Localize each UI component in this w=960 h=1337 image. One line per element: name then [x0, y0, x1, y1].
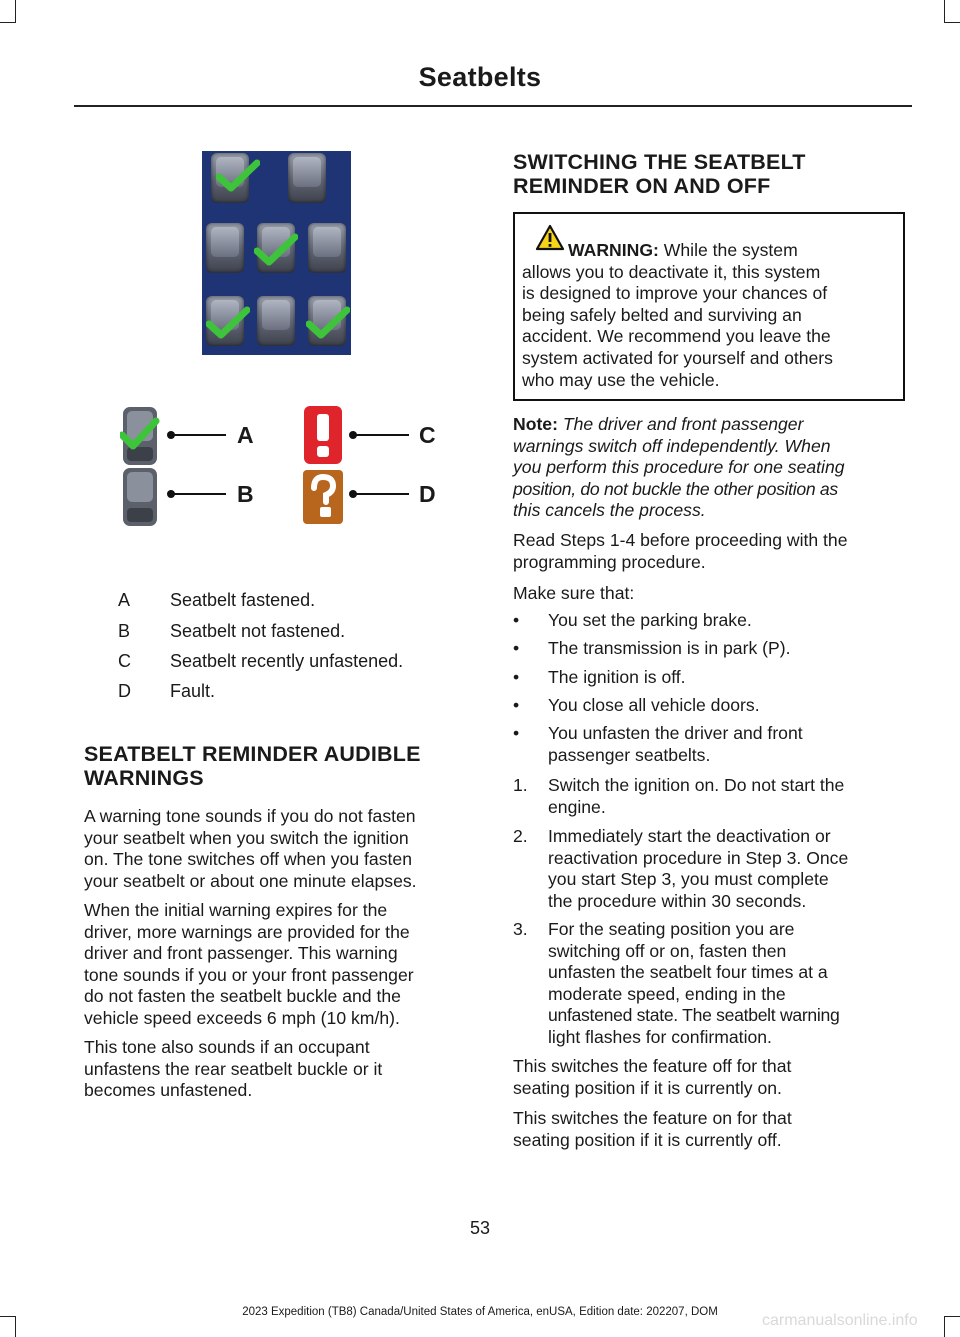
text-line: The ignition is off.	[548, 667, 686, 687]
warning-label: WARNING:	[568, 240, 659, 260]
text-line: warnings switch off independently. When	[513, 435, 831, 456]
text-line: programming procedure.	[513, 551, 706, 572]
footer-edition: 2023 Expedition (TB8) Canada/United States of America, enUSA, Edition date: 202207, DOM	[242, 1306, 718, 1318]
text-line: You set the parking brake.	[548, 610, 752, 630]
text-line: You unfasten the driver and front	[548, 723, 803, 743]
legend-key: A	[118, 590, 131, 610]
heading-line: REMINDER ON AND OFF	[513, 174, 771, 198]
text-line: This tone also sounds if an occupant	[84, 1037, 370, 1057]
paragraph: Make sure that:	[513, 583, 635, 603]
page-header-title: Seatbelts	[418, 62, 542, 92]
crop-mark	[944, 0, 945, 22]
text-line: When the initial warning expires for the	[84, 900, 388, 920]
green-check-icon	[254, 233, 298, 267]
paragraph	[84, 900, 414, 1030]
legend-text: Seatbelt recently unfastened.	[170, 651, 404, 671]
text-line: becomes unfastened.	[84, 1080, 253, 1101]
text-line: is designed to improve your chances of	[522, 283, 828, 304]
crop-mark	[0, 22, 16, 23]
watermark: carmanualsonline.info	[762, 1312, 918, 1329]
text-line: accident. We recommend you leave the	[522, 326, 831, 347]
numbered-step	[513, 826, 905, 914]
seat-green-check-icon	[120, 405, 160, 467]
text-line: This switches the feature off for that	[513, 1056, 792, 1076]
text-line: position, do not buckle the other position as	[513, 478, 838, 499]
green-check-icon	[216, 159, 260, 193]
text-line: The transmission is in park (P).	[548, 638, 791, 658]
step-number: 2.	[513, 826, 528, 846]
callout-b: B	[237, 481, 254, 507]
text-line: who may use the vehicle.	[522, 369, 720, 390]
green-check-icon	[206, 306, 250, 340]
text-line: Immediately start the deactivation or	[548, 826, 831, 846]
text-line: seating position if it is currently off.	[513, 1129, 782, 1150]
text-line: unfastens the rear seatbelt buckle or it	[84, 1058, 383, 1079]
step-number: 1.	[513, 775, 528, 795]
text-line: the procedure within 30 seconds.	[548, 890, 807, 911]
step-number: 3.	[513, 919, 528, 939]
callout-a: A	[237, 422, 254, 448]
text-line: allows you to deactivate it, this system	[522, 261, 821, 282]
warning-text	[522, 240, 833, 391]
text-line: you perform this procedure for one seating	[513, 457, 845, 478]
text-line: vehicle speed exceeds 6 mph (10 km/h).	[84, 1007, 400, 1028]
paragraph	[513, 1056, 791, 1099]
numbered-step	[513, 919, 905, 1049]
text-line: driver and front passenger. This warning	[84, 943, 398, 964]
legend-key: B	[118, 621, 131, 641]
text-line: on. The tone switches off when you fasten	[84, 849, 412, 870]
page-number: 53	[469, 1218, 491, 1238]
seat-red-exclamation-icon	[300, 404, 346, 466]
text-line: You close all vehicle doors.	[548, 695, 760, 715]
leader-line	[171, 493, 226, 495]
text-line: This switches the feature on for that	[513, 1108, 792, 1128]
crop-mark	[15, 0, 16, 22]
seat-icon	[308, 223, 346, 273]
text-line: tone sounds if you or your front passenger	[84, 964, 414, 985]
paragraph	[84, 806, 417, 892]
text-line: reactivation procedure in Step 3. Once	[548, 847, 849, 868]
text-line: moderate speed, ending in the	[548, 983, 786, 1004]
section-heading	[84, 742, 421, 790]
text-line: this cancels the process.	[513, 500, 706, 521]
text-line: While the system	[663, 240, 798, 260]
seat-icon	[206, 223, 244, 273]
heading-line: SWITCHING THE SEATBELT	[513, 150, 806, 174]
text-line: do not fasten the seatbelt buckle and the	[84, 986, 401, 1007]
text-line: you start Step 3, you must complete	[548, 869, 829, 890]
text-line: unfastened state. The seatbelt warning	[548, 1005, 840, 1026]
paragraph	[513, 530, 848, 573]
text-line: light flashes for confirmation.	[548, 1027, 772, 1047]
leader-line	[353, 434, 409, 436]
text-line: system activated for yourself and others	[522, 347, 833, 368]
legend-text: Seatbelt not fastened.	[170, 621, 346, 641]
seat-icon	[288, 153, 326, 203]
section-heading	[513, 150, 806, 198]
legend-key: C	[118, 651, 131, 671]
text-line: driver, more warnings are provided for the	[84, 921, 410, 942]
heading-line: SEATBELT REMINDER AUDIBLE	[84, 742, 421, 766]
text-line: being safely belted and surviving an	[522, 304, 802, 325]
text-line: switching off or on, fasten then	[548, 940, 787, 961]
text-line: your seatbelt or about one minute elapses.	[84, 870, 417, 891]
header-divider	[74, 105, 912, 107]
text-line: The driver and front passenger	[562, 414, 804, 434]
bullet-item: • You unfasten the driver and front passenger seatbelts.	[513, 723, 803, 765]
legend-text: Seatbelt fastened.	[170, 590, 316, 610]
text-line: seating position if it is currently on.	[513, 1077, 782, 1098]
text-line: Switch the ignition on. Do not start the	[548, 775, 845, 795]
callout-d: D	[419, 481, 436, 507]
leader-line	[171, 434, 226, 436]
leader-line	[353, 493, 409, 495]
callout-c: C	[419, 422, 436, 448]
seat-icon	[257, 296, 295, 346]
crop-mark	[15, 1316, 16, 1337]
crop-mark	[944, 22, 960, 23]
seat-grey-icon	[120, 466, 160, 528]
note	[513, 414, 845, 522]
paragraph	[84, 1037, 382, 1102]
text-line: unfasten the seatbelt four times at a	[548, 962, 828, 983]
legend-text: Fault.	[170, 681, 216, 701]
paragraph	[513, 1108, 792, 1151]
heading-line: WARNINGS	[84, 766, 204, 790]
numbered-step	[513, 775, 905, 819]
text-line: engine.	[548, 796, 606, 817]
text-line: Read Steps 1-4 before proceeding with the	[513, 530, 848, 550]
text-line: your seatbelt when you switch the ignition	[84, 827, 409, 848]
note-label: Note:	[513, 414, 558, 434]
text-line: A warning tone sounds if you do not fasten	[84, 806, 416, 826]
seat-status-display-image	[202, 151, 351, 355]
seat-orange-question-icon	[300, 468, 346, 526]
green-check-icon	[306, 306, 350, 340]
crop-mark	[944, 1316, 945, 1337]
text-line: For the seating position you are	[548, 919, 795, 939]
text-line: passenger seatbelts.	[548, 744, 711, 765]
legend-key: D	[118, 681, 131, 701]
